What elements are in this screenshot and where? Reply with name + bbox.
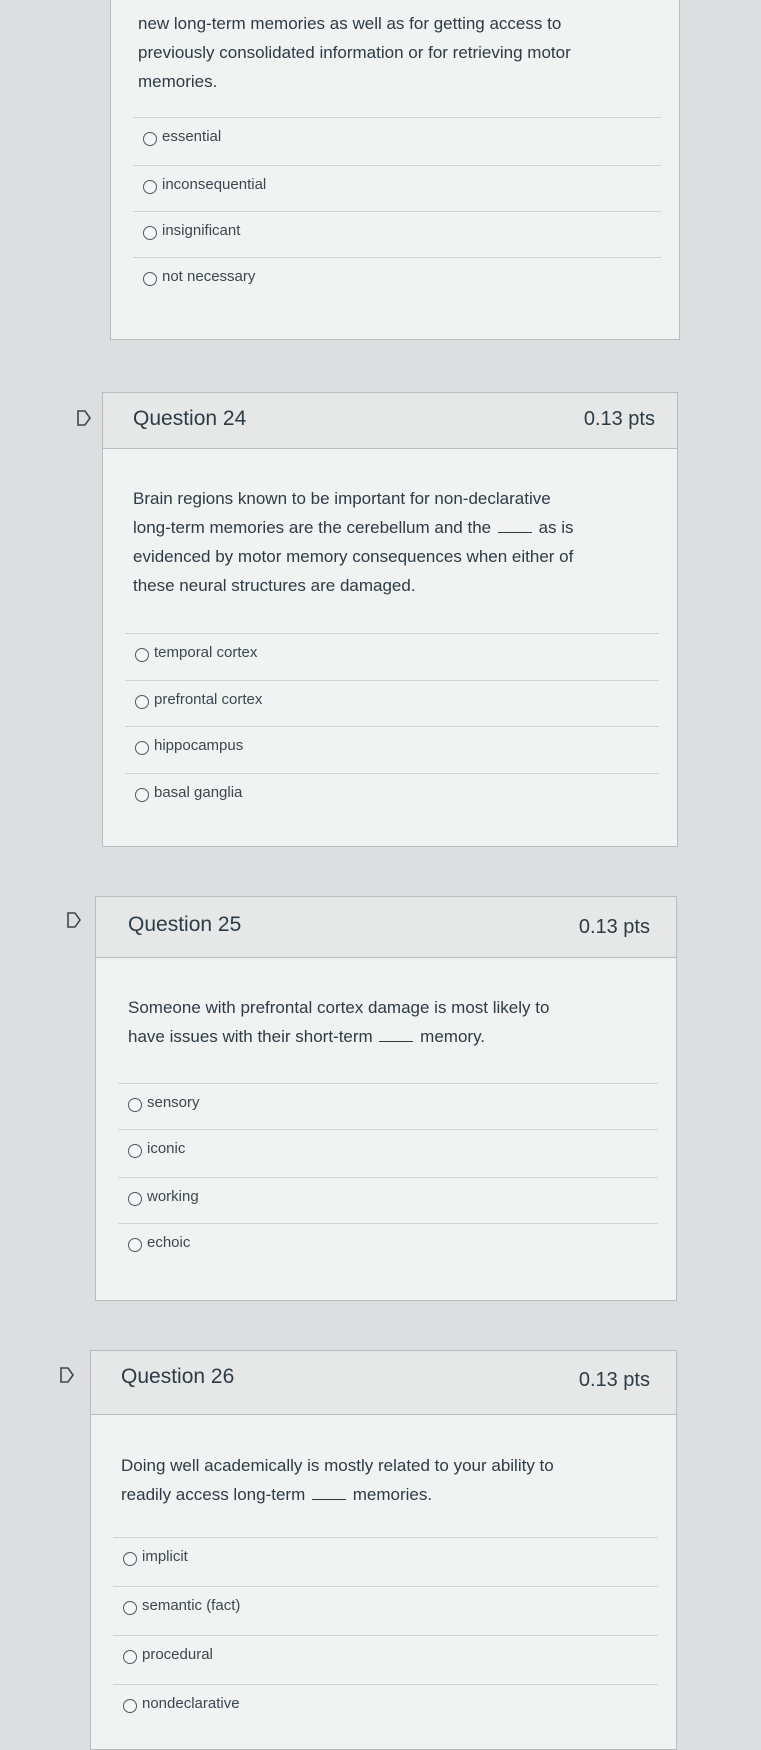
radio-button-icon[interactable] (128, 1098, 142, 1112)
flag-question-icon[interactable] (66, 912, 82, 928)
answer-label: insignificant (162, 222, 241, 239)
answer-label: working (147, 1188, 199, 1205)
answer-label: sensory (147, 1094, 200, 1111)
answer-option[interactable] (113, 1537, 658, 1582)
answer-label: iconic (147, 1140, 186, 1157)
answer-option[interactable] (113, 1586, 658, 1631)
question-title: Question 24 (133, 407, 247, 430)
answer-option[interactable] (118, 1083, 658, 1128)
question-26-text: Doing well academically is mostly related to your ability to readily access long-term memories. (121, 1456, 554, 1504)
radio-button-icon[interactable] (135, 648, 149, 662)
question-title: Question 25 (128, 913, 242, 936)
answer-option[interactable] (113, 1684, 658, 1729)
question-23-text: new long-term memories as well as for getting access to previously consolidated information or for retrieving motor memories. (138, 14, 571, 91)
answer-option[interactable] (113, 1635, 658, 1680)
question-24-header (103, 393, 677, 449)
answer-option[interactable] (118, 1129, 658, 1174)
answer-label: nondeclarative (142, 1695, 240, 1712)
answer-label: prefrontal cortex (154, 691, 263, 708)
answer-label: hippocampus (154, 737, 244, 754)
answer-blank (312, 1499, 346, 1500)
radio-button-icon[interactable] (123, 1699, 137, 1713)
radio-button-icon[interactable] (123, 1601, 137, 1615)
radio-button-icon[interactable] (123, 1650, 137, 1664)
answer-label: inconsequential (162, 176, 267, 193)
flag-question-icon[interactable] (59, 1367, 75, 1383)
answer-blank (498, 532, 532, 533)
answer-option[interactable] (125, 726, 659, 771)
radio-button-icon[interactable] (135, 788, 149, 802)
radio-button-icon[interactable] (128, 1144, 142, 1158)
radio-button-icon[interactable] (143, 132, 157, 146)
answer-blank (379, 1041, 413, 1042)
question-25-header (96, 897, 676, 958)
answer-option[interactable] (125, 773, 659, 818)
answer-option[interactable] (125, 680, 659, 725)
answer-label: temporal cortex (154, 644, 258, 661)
answer-option[interactable] (133, 165, 661, 210)
radio-button-icon[interactable] (128, 1192, 142, 1206)
answer-option[interactable] (118, 1177, 658, 1222)
radio-button-icon[interactable] (143, 180, 157, 194)
question-25-card (95, 896, 677, 1301)
answer-option[interactable] (133, 117, 661, 162)
question-26-card (90, 1350, 677, 1750)
answer-label: implicit (142, 1548, 188, 1565)
answer-option[interactable] (133, 257, 661, 302)
answer-label: not necessary (162, 268, 256, 285)
question-24-text: Brain regions known to be important for non-declarative long-term memories are the cerebellum and the as is evidenced by motor memory consequences when either of these neural structures are damaged. (133, 489, 574, 595)
flag-question-icon[interactable] (76, 410, 92, 426)
question-24-card (102, 392, 678, 847)
radio-button-icon[interactable] (135, 741, 149, 755)
question-points: 0.13 pts (578, 916, 650, 938)
question-points: 0.13 pts (578, 1369, 650, 1391)
answer-option[interactable] (125, 633, 659, 678)
answer-option[interactable] (133, 211, 661, 256)
radio-button-icon[interactable] (143, 226, 157, 240)
question-23-card (110, 0, 680, 340)
question-points: 0.13 pts (583, 408, 655, 430)
answer-label: procedural (142, 1646, 213, 1663)
answer-label: semantic (fact) (142, 1597, 241, 1614)
answer-label: basal ganglia (154, 784, 243, 801)
answer-label: echoic (147, 1234, 191, 1251)
question-26-header (91, 1351, 676, 1415)
radio-button-icon[interactable] (143, 272, 157, 286)
radio-button-icon[interactable] (128, 1238, 142, 1252)
radio-button-icon[interactable] (123, 1552, 137, 1566)
answer-label: essential (162, 128, 222, 145)
question-25-text: Someone with prefrontal cortex damage is most likely to have issues with their short-term memory. (128, 998, 550, 1046)
question-title: Question 26 (121, 1365, 235, 1388)
radio-button-icon[interactable] (135, 695, 149, 709)
answer-option[interactable] (118, 1223, 658, 1268)
